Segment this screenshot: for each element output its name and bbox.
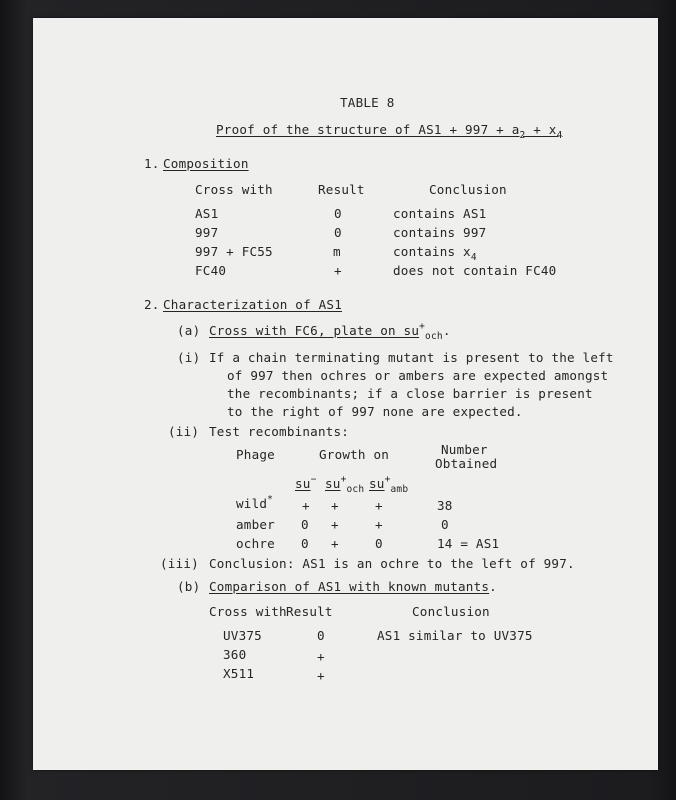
part-a-sup: +	[419, 321, 426, 332]
s1-row2-cross: 997	[195, 225, 219, 240]
s1-row4-conclusion: does not contain FC40	[393, 263, 557, 278]
rec-row3-su-minus: 0	[301, 536, 309, 551]
s1-row2-conclusion: contains 997	[393, 225, 487, 240]
s1-row1-conclusion: contains AS1	[393, 206, 487, 221]
item-i-line1: If a chain terminating mutant is present to the left	[209, 350, 614, 365]
item-i-line3: the recombinants; if a close barrier is present	[227, 386, 593, 401]
s1-row3-conclusion-text: contains x	[393, 244, 471, 259]
rec-col-su-minus	[295, 474, 317, 491]
su-amb-sup: +	[384, 474, 391, 485]
rec-row2-su-amb: +	[375, 517, 383, 532]
rec-col-number-line2: Obtained	[435, 456, 498, 471]
part-b-end: .	[489, 579, 497, 594]
s2b-row2-result: +	[317, 649, 325, 664]
s1-col-cross: Cross with	[195, 182, 273, 197]
section1-heading: Composition	[163, 156, 249, 171]
s1-row3-cross: 997 + FC55	[195, 244, 273, 259]
rec-col-phage: Phage	[236, 447, 275, 462]
rec-row3-number: 14 = AS1	[437, 536, 500, 551]
rec-row1-phage-text: wild	[236, 496, 268, 511]
rec-row1-su-minus: +	[302, 498, 310, 513]
s1-row3-result: m	[333, 244, 341, 259]
s1-row4-cross: FC40	[195, 263, 227, 278]
part-b-label: (b)	[177, 579, 201, 594]
document-page	[33, 18, 658, 770]
s1-row3-conclusion	[393, 244, 477, 263]
su-och-sub: och	[346, 484, 365, 495]
su-amb-sub: amb	[390, 484, 409, 495]
part-a-label: (a)	[177, 323, 201, 338]
item-ii-text: Test recombinants:	[209, 424, 350, 439]
s2b-col-cross: Cross with	[209, 604, 287, 619]
s2b-row1-conclusion: AS1 similar to UV375	[377, 628, 533, 643]
item-ii-label: (ii)	[168, 424, 200, 439]
s2b-row1-cross: UV375	[223, 628, 262, 643]
su-och-base: su	[325, 476, 341, 491]
rec-row1-su-och: +	[331, 498, 339, 513]
rec-row1-number: 38	[437, 498, 453, 513]
section2-number: 2.	[144, 297, 160, 312]
rec-row3-su-och: +	[331, 536, 339, 551]
s2b-row2-cross: 360	[223, 647, 247, 662]
table-label: TABLE 8	[340, 95, 395, 110]
item-i-line4: to the right of 997 none are expected.	[227, 404, 523, 419]
s1-row2-result: 0	[334, 225, 342, 240]
item-i-label: (i)	[177, 350, 201, 365]
rec-row2-number: 0	[441, 517, 449, 532]
s2b-col-result: Result	[286, 604, 333, 619]
part-a-main: Cross with FC6, plate on su	[209, 323, 420, 338]
rec-row1-phage	[236, 494, 274, 511]
s2b-col-conclusion: Conclusion	[412, 604, 490, 619]
s1-row3-conclusion-sub: 4	[470, 252, 477, 263]
section1-number: 1.	[144, 156, 160, 171]
item-iii-text: Conclusion: AS1 is an ochre to the left of 997.	[209, 556, 575, 571]
part-b-main: Comparison of AS1 with known mutants	[209, 579, 490, 594]
part-a-text	[209, 321, 451, 342]
part-a-end: .	[442, 323, 451, 338]
item-i-line2: of 997 then ochres or ambers are expected amongst	[227, 368, 609, 383]
rec-row1-su-amb: +	[375, 498, 383, 513]
table-title	[216, 122, 563, 141]
s1-row1-result: 0	[334, 206, 342, 221]
su-minus-base: su	[295, 476, 311, 491]
rec-row2-su-minus: 0	[301, 517, 309, 532]
title-sub-x: 4	[556, 130, 563, 141]
s2b-row3-cross: X511	[223, 666, 255, 681]
s1-row1-cross: AS1	[195, 206, 219, 221]
section2-heading: Characterization of AS1	[163, 297, 342, 312]
rec-row1-phage-sup: *	[267, 494, 274, 505]
s2b-row1-result: 0	[317, 628, 325, 643]
s2b-row3-result: +	[317, 668, 325, 683]
title-sub-a: 2	[519, 130, 526, 141]
part-b-text	[209, 581, 497, 594]
part-a-sub: och	[425, 331, 443, 342]
rec-col-su-amb	[369, 474, 409, 495]
rec-row3-phage: ochre	[236, 536, 275, 551]
item-iii-label: (iii)	[160, 556, 199, 571]
title-main-text: Proof of the structure of AS1 + 997 + a	[216, 122, 520, 137]
su-och-sup: +	[340, 474, 347, 485]
rec-col-number-line1: Number	[441, 442, 488, 457]
rec-col-growth: Growth on	[319, 447, 390, 462]
rec-row2-su-och: +	[331, 517, 339, 532]
rec-col-su-och	[325, 474, 365, 495]
rec-row2-phage: amber	[236, 517, 275, 532]
s1-col-result: Result	[318, 182, 365, 197]
su-amb-base: su	[369, 476, 385, 491]
s1-col-conclusion: Conclusion	[429, 182, 507, 197]
title-mid-text: + x	[525, 122, 557, 137]
su-minus-sup: −	[310, 474, 317, 485]
s1-row4-result: +	[334, 263, 342, 278]
rec-row3-su-amb: 0	[375, 536, 383, 551]
